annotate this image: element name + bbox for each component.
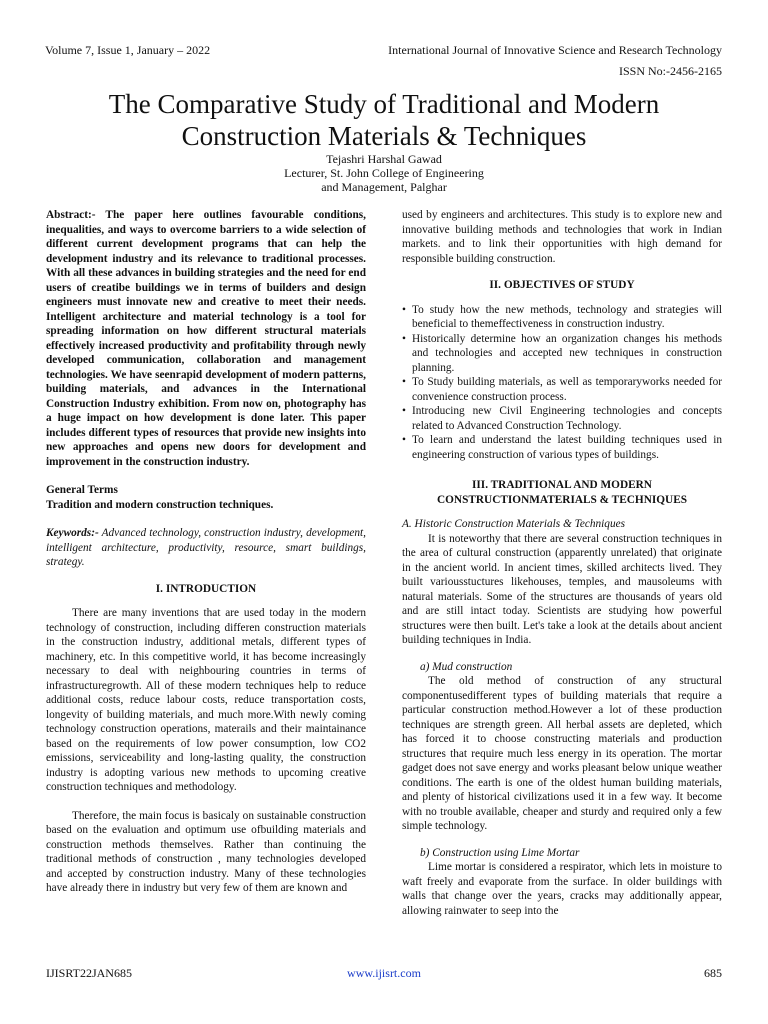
list-item: • To study how the new methods, technology and strategies will beneficial to themeffectiveness in construction industry. bbox=[402, 303, 722, 330]
author-affiliation-2: and Management, Palghar bbox=[321, 180, 447, 194]
header-volume: Volume 7, Issue 1, January – 2022 bbox=[45, 43, 211, 57]
lime-mortar-paragraph: Lime mortar is considered a respirator, which lets in moisture to waft freely and evaporate from the surface. In older buildings with walls that change over the years, cracks may additionally appear, allowing rainwater to seep into the bbox=[402, 861, 722, 917]
lime-mortar-heading: b) Construction using Lime Mortar bbox=[420, 846, 580, 859]
bullet-icon: • bbox=[402, 303, 406, 316]
author-block bbox=[40, 152, 728, 194]
left-column bbox=[46, 208, 366, 896]
general-terms: Tradition and modern construction techniques. bbox=[46, 498, 274, 511]
bullet-icon: • bbox=[402, 434, 406, 446]
general-terms-heading: General Terms bbox=[46, 484, 118, 496]
author-affiliation-1: Lecturer, St. John College of Engineering bbox=[284, 166, 484, 180]
bullet-icon: • bbox=[402, 376, 406, 388]
objectives-heading: II. OBJECTIVES OF STUDY bbox=[489, 279, 635, 291]
objectives-list bbox=[402, 303, 722, 463]
paper-title: The Comparative Study of Traditional and Modern Construction Materials & Techniques bbox=[108, 89, 660, 151]
section-3-heading: III. TRADITIONAL AND MODERN CONSTRUCTIONMATERIALS & TECHNIQUES bbox=[436, 479, 688, 506]
list-item: • To learn and understand the latest building techniques used in engineering construction of various types of buildings. bbox=[402, 434, 722, 461]
list-item: • To Study building materials, as well as temporaryworks needed for convenience construction process. bbox=[402, 376, 722, 403]
intro-paragraph-1: There are many inventions that are used today in the modern technology of construction, including differen construction materials in the construction industry, additional metals, different types of machinery, etc. In this competitive world, it has become increasingly necessary to deal with neighbouring countries in terms of infrastructuregrowth. All of these modern techniques help to reduce additional costs, reduce labour costs, reduce transportation costs, longevity of building materials, and much more.With newly coming technology construction operations, materails and their maintainance based on the requirements of low power consumption, low CO2 emissions, serviceability and long-lasting quality, the construction industry is adopting various new methods to upcoming creative construction techniques and methodology. bbox=[46, 607, 366, 793]
intro-paragraph-2: Therefore, the main focus is basicaly on sustainable construction based on the evaluation and optimum use ofbuilding materials and construction methods themselves. Rather than continuing the traditional methods of construction , many technologies developed and accepted by construction industry. Many of these technologies have already there in industry but very few of them are known and bbox=[46, 809, 366, 894]
subsection-a-heading: A. Historic Construction Materials & Techniques bbox=[402, 518, 626, 530]
introduction-heading: I. INTRODUCTION bbox=[155, 582, 257, 595]
mud-construction-paragraph: The old method of construction of any structural componentusedifferent types of building materials that require a particular construction method.However a lot of these production techniques are strength green. All herbal assets are depleted, which has forced it to choose constructing materials and production structures that require much less energy in its operation. The mortar gadget does not save energy and works pleasant below unique weather conditions. The earth is one of the oldest human building materials, and plenty of historical civilizations used it in a few way. It become with no trouble available, cheaper and sturdy and required only a few simple technology. bbox=[402, 675, 722, 832]
intro-continuation: used by engineers and architectures. This study is to explore new and innovative building methods and technologies that work in Indian markets. and to link their opportunities with high demand for responsible building construction. bbox=[402, 209, 722, 265]
footer-url-link[interactable]: www.ijisrt.com bbox=[347, 966, 421, 980]
list-item: • Historically determine how an organization changes his methods and technologies and accepted new techniques in construction planning. bbox=[402, 332, 722, 374]
subsection-a-paragraph: It is noteworthy that there are several construction techniques in the area of cultural construction (apparently unrelated) that originate in the ancient world. In ancient times, skilled architects lived. They built variousstuctures likehouses, temples, and mausoleums with natural materials. Some of the structures are thousands of years old and are still intact today. Scientists are studying how powerful structures were then built. Let's take a look at the details about ancient building techniques in India. bbox=[402, 532, 722, 646]
header-issn: ISSN No:-2456-2165 bbox=[618, 64, 722, 78]
keywords-text: Advanced technology, construction industry, development, intelligent architecture, productivity, resource, smart buildings, strategy. bbox=[46, 527, 366, 568]
list-item: • Introducing new Civil Engineering technologies and concepts related to Advanced Construction Technology. bbox=[402, 405, 722, 432]
right-column bbox=[402, 208, 722, 918]
keywords-label: Keywords:- bbox=[46, 527, 99, 539]
author-name: Tejashri Harshal Gawad bbox=[326, 152, 442, 166]
page-number: 685 bbox=[704, 966, 722, 980]
bullet-icon: • bbox=[402, 405, 406, 417]
abstract: Abstract:- The paper here outlines favourable conditions, inequalities, and ways to overcome barriers to a wide selection of different current development programs that can help the development industry and its relevance to traditional processes. With all these advances in building strategies and the need for end users of creatibe buildings we in terms of builders and design engineers must innovate new and creative to meet their needs. Intelligent architecture and material technology is a tool for spreading information on how different structural materials effectively increased productivity and profitability through newly developed communication, collaboration and management technologies. We have seenrapid development of modern patterns, building materials, and advances in the International Construction Industry exhibition. From now on, photography has a huge impact on how development is done later. This paper includes different types of resources that provide new insights into new approaches and opens new doors for development and improvement in the construction industry. bbox=[46, 209, 366, 468]
header-journal-name: International Journal of Innovative Science and Research Technology bbox=[388, 43, 722, 57]
mud-construction-heading: a) Mud construction bbox=[420, 660, 513, 673]
bullet-icon: • bbox=[402, 332, 406, 345]
footer-paper-id: IJISRT22JAN685 bbox=[46, 966, 132, 980]
keywords bbox=[46, 526, 366, 570]
